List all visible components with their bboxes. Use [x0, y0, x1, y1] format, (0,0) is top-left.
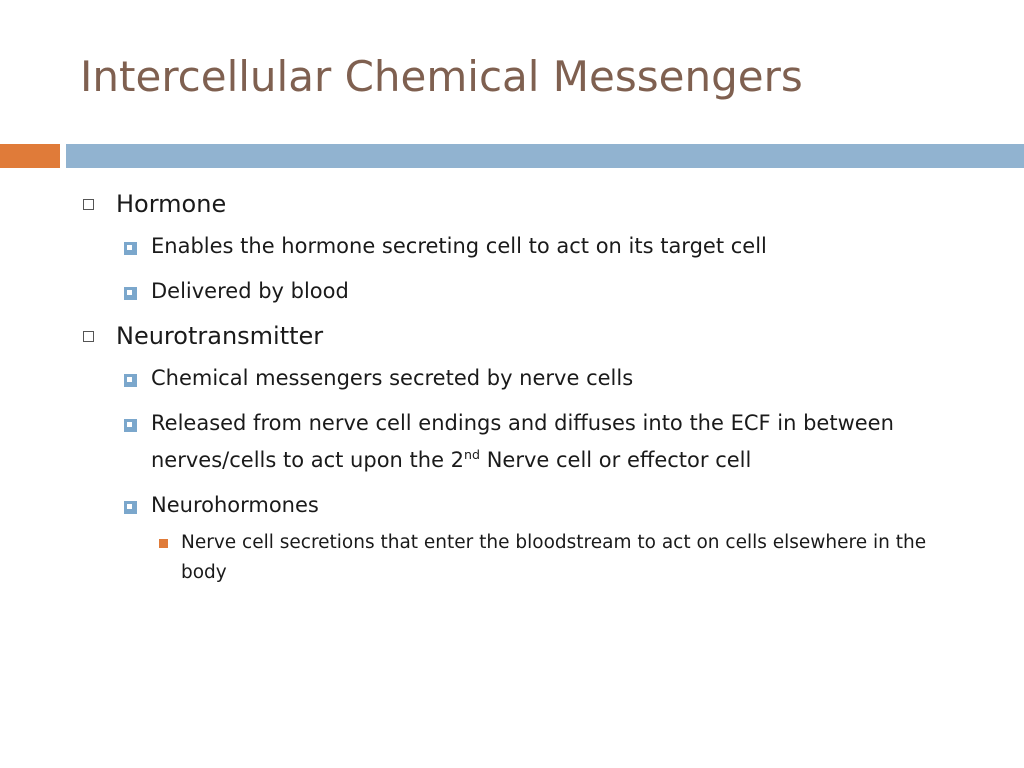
bullet-hormone	[80, 186, 960, 222]
sub-bullet	[80, 228, 960, 265]
bullet-label: Hormone	[116, 190, 227, 218]
text-part: Nerve cell or effector cell	[480, 448, 752, 472]
sub-bullet-text: Neurohormones	[151, 493, 319, 517]
sub-bullet	[80, 360, 960, 397]
square-bullet-icon	[124, 242, 137, 255]
sub-bullet	[80, 405, 960, 479]
sub-bullet	[80, 487, 960, 524]
square-bullet-icon	[124, 419, 137, 432]
square-bullet-icon	[124, 501, 137, 514]
slide-title: Intercellular Chemical Messengers	[80, 52, 803, 101]
sub-bullet-text: Enables the hormone secreting cell to act on its target cell	[151, 234, 767, 258]
square-outline-bullet-icon	[83, 199, 94, 210]
title-accent-bar	[0, 144, 60, 168]
filled-square-bullet-icon	[159, 539, 168, 548]
sub-bullet-text	[151, 411, 894, 472]
slide-content	[80, 186, 960, 588]
bullet-label: Neurotransmitter	[116, 322, 324, 350]
sub-sub-bullet	[80, 528, 960, 588]
square-bullet-icon	[124, 287, 137, 300]
sub-bullet-text: Chemical messengers secreted by nerve cells	[151, 366, 634, 390]
superscript: nd	[464, 447, 481, 462]
sub-sub-bullet-text: Nerve cell secretions that enter the bloodstream to act on cells elsewhere in the body	[181, 532, 927, 583]
square-bullet-icon	[124, 374, 137, 387]
sub-bullet	[80, 273, 960, 310]
text-part: Released from nerve cell endings and diffuses into the ECF in between nerves/cells to act upon the 2	[151, 411, 894, 472]
square-outline-bullet-icon	[83, 331, 94, 342]
bullet-neurotransmitter	[80, 318, 960, 354]
title-underline-bar	[66, 144, 1024, 168]
sub-bullet-text: Delivered by blood	[151, 279, 349, 303]
